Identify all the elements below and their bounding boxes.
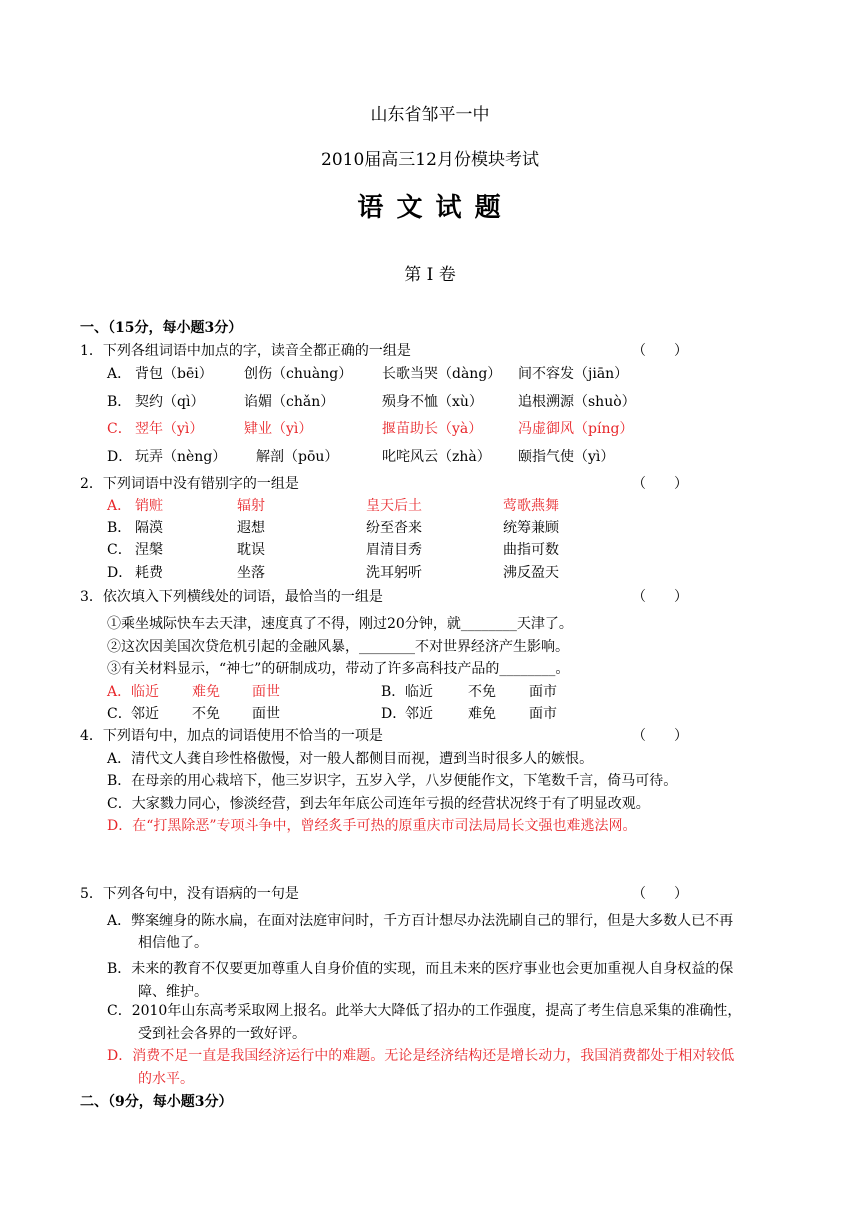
q3-option-b: B． (381, 684, 406, 700)
q2-option-a: A． (107, 498, 132, 514)
q2-option-c-item: 曲指可数 (503, 542, 559, 558)
q3-option-d-item: 难免 (468, 706, 496, 722)
q1-option-c-item: 冯虚御风（píng） (518, 421, 634, 437)
q2-option-b-item: 遐想 (237, 520, 265, 536)
q2-option-b-item: 统筹兼顾 (503, 520, 559, 536)
q2-option-c-item: 涅槃 (135, 542, 163, 558)
q2-option-d-item: 耗费 (135, 565, 163, 581)
school-name: 山东省邹平一中 (370, 105, 490, 125)
q3-option-d-item: 面市 (529, 706, 557, 722)
q2-option-a-item: 莺歌燕舞 (503, 498, 559, 514)
q3-option-b-item: 面市 (529, 684, 557, 700)
q2-option-d-item: 洗耳躬听 (366, 565, 422, 581)
q3-option-c-item: 不免 (192, 706, 220, 722)
q1-option-d-item: 颐指气使（yì） (518, 449, 615, 465)
q1-option-b-item: 追根溯源（shuò） (518, 394, 636, 410)
q2-option-a-item: 销赃 (135, 498, 163, 514)
q1-option-a-item: 背包（bēi） (135, 366, 213, 382)
q3-sentence: ③有关材料显示，“神七”的研制成功，带动了许多高科技产品的________。 (107, 661, 570, 677)
q4-stem: 4．下列语句中，加点的词语使用不恰当的一项是 (80, 728, 383, 744)
q2-option-b-item: 纷至沓来 (366, 520, 422, 536)
q2-option-c-item: 眉清目秀 (366, 542, 422, 558)
q1-option-d-item: 解剖（pōu） (256, 449, 339, 465)
q5-option-a-cont: 相信他了。 (138, 935, 208, 951)
q1-option-d-item: 叱咤风云（zhà） (382, 449, 491, 465)
q3-option-a-item: 面世 (252, 684, 280, 700)
q3-stem: 3．依次填入下列横线处的词语，最恰当的一组是 (80, 589, 383, 605)
q1-option-a-item: 长歌当哭（dàng） (382, 366, 502, 382)
q5-option-c: C．2010年山东高考采取网上报名。此举大大降低了招办的工作强度，提高了考生信息采集的准确性， (107, 1003, 742, 1019)
q3-option-d-item: 邻近 (405, 706, 433, 722)
q1-option-c-item: 翌年（yì） (135, 421, 204, 437)
q5-stem: 5．下列各句中，没有语病的一句是 (80, 886, 299, 902)
q3-option-a-item: 难免 (192, 684, 220, 700)
q3-sentence: ②这次因美国次贷危机引起的金融风暴，________不对世界经济产生影响。 (107, 639, 569, 655)
q4-answer-blank: （ ） (632, 728, 688, 744)
q5-option-c-cont: 受到社会各界的一致好评。 (138, 1026, 306, 1042)
q4-option-c: C．大家戮力同心，惨淡经营，到去年年底公司连年亏损的经营状况终于有了明显改观。 (107, 796, 650, 812)
q1-option-b-item: 殒身不恤（xù） (382, 394, 483, 410)
q1-answer-blank: （ ） (632, 343, 688, 359)
q3-sentence: ①乘坐城际快车去天津，速度真了不得，刚过20分钟，就________天津了。 (107, 616, 573, 632)
q2-option-a-item: 辐射 (237, 498, 265, 514)
q5-option-d: D．消费不足一直是我国经济运行中的难题。无论是经济结构还是增长动力，我国消费都处于相对较低 (107, 1048, 735, 1064)
q3-answer-blank: （ ） (632, 589, 688, 605)
q1-option-d: D． (107, 449, 133, 465)
section1-heading: 一、（15分，每小题3分） (80, 320, 243, 336)
q1-option-b-item: 契约（qì） (135, 394, 205, 410)
q3-option-c: C． (107, 706, 132, 722)
q1-option-b: B． (107, 394, 132, 410)
section2-heading: 二、（9分，每小题3分） (80, 1094, 233, 1110)
volume-title: 第 Ⅰ 卷 (404, 265, 456, 285)
q5-option-b: B．未来的教育不仅要更加尊重人自身价值的实现，而且未来的医疗事业也会更加重视人自身权益的保 (107, 961, 734, 977)
q1-option-d-item: 玩弄（nèng） (135, 449, 227, 465)
q2-option-c-item: 耽误 (237, 542, 265, 558)
q1-option-a-item: 间不容发（jiān） (518, 366, 629, 382)
q3-option-a-item: 临近 (131, 684, 159, 700)
q3-option-b-item: 临近 (405, 684, 433, 700)
q3-option-c-item: 邻近 (131, 706, 159, 722)
q1-option-a-item: 创伤（chuàng） (244, 366, 353, 382)
q1-option-c-item: 揠苗助长（yà） (382, 421, 483, 437)
q2-option-d: D． (107, 565, 133, 581)
q2-option-a-item: 皇天后土 (366, 498, 422, 514)
q5-answer-blank: （ ） (632, 886, 688, 902)
q5-option-a: A．弊案缠身的陈水扁，在面对法庭审问时，千方百计想尽办法洗刷自己的罪行，但是大多数人已不再 (107, 913, 734, 929)
q2-option-c: C． (107, 542, 132, 558)
q1-option-c-item: 肄业（yì） (244, 421, 313, 437)
q5-option-b-cont: 障、维护。 (138, 984, 208, 1000)
q3-option-c-item: 面世 (252, 706, 280, 722)
q1-option-c: C． (107, 421, 132, 437)
q2-option-d-item: 沸反盈天 (503, 565, 559, 581)
q1-option-a: A． (107, 366, 132, 382)
subject-title: 语 文 试 题 (357, 193, 503, 223)
q2-answer-blank: （ ） (632, 476, 688, 492)
q1-option-b-item: 谄媚（chǎn） (244, 394, 335, 410)
q2-option-b-item: 隔漠 (135, 520, 163, 536)
q4-option-d: D．在“打黑除恶”专项斗争中，曾经炙手可热的原重庆市司法局局长文强也难逃法网。 (107, 818, 637, 834)
q2-stem: 2．下列词语中没有错别字的一组是 (80, 476, 299, 492)
q3-option-b-item: 不免 (468, 684, 496, 700)
exam-title: 2010届高三12月份模块考试 (321, 150, 539, 170)
q2-option-b: B． (107, 520, 132, 536)
q2-option-d-item: 坐落 (237, 565, 265, 581)
q3-option-a: A． (107, 684, 132, 700)
q4-option-b: B．在母亲的用心栽培下，他三岁识字，五岁入学，八岁便能作文，下笔数千言，倚马可待。 (107, 773, 678, 789)
q4-option-a: A．清代文人龚自珍性格傲慢，对一般人都侧目而视，遭到当时很多人的嫉恨。 (107, 751, 594, 767)
q5-option-d-cont: 的水平。 (138, 1071, 194, 1087)
q3-option-d: D． (381, 706, 407, 722)
q1-stem: 1．下列各组词语中加点的字，读音全都正确的一组是 (80, 343, 411, 359)
